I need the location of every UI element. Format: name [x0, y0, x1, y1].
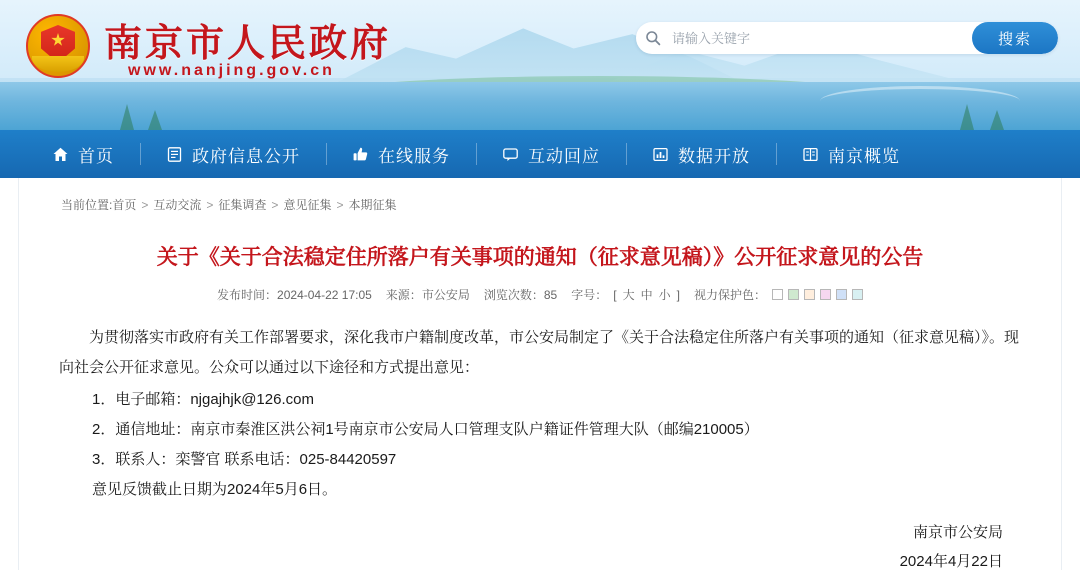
content-area [0, 178, 1080, 570]
header-tree-icon [960, 104, 974, 130]
breadcrumb-item-home[interactable]: 首页 [112, 198, 137, 212]
article-body [59, 323, 1021, 570]
breadcrumb-item-interaction[interactable]: 互动交流 [153, 198, 202, 212]
font-size-label: 字号： [571, 288, 608, 303]
publish-time: 发布时间：2024-04-22 17:05 [217, 288, 372, 303]
color-swatch-list [772, 289, 863, 300]
search-box[interactable] [636, 22, 1058, 54]
article-card [18, 178, 1062, 570]
signature-date: 2024年4月22日 [899, 552, 1003, 570]
font-size-controls [571, 286, 680, 303]
breadcrumb-separator: > [141, 198, 149, 212]
main-navigation [0, 130, 1080, 178]
article-meta [19, 286, 1061, 303]
nav-item-government-info[interactable] [140, 130, 326, 178]
home-icon [52, 146, 69, 163]
vision-protection-controls [694, 286, 863, 303]
article-signature [59, 519, 1021, 570]
chat-icon [502, 146, 519, 163]
nav-item-label: 在线服务 [378, 146, 450, 166]
font-size-medium-button[interactable]: 中 [640, 288, 653, 303]
nav-item-open-data[interactable] [626, 130, 776, 178]
nav-item-interaction[interactable] [476, 130, 626, 178]
document-icon [166, 146, 183, 163]
vision-protection-label: 视力保护色： [693, 288, 766, 303]
article-contact-list [59, 385, 1021, 475]
font-size-large-button[interactable]: 大 [622, 288, 635, 303]
nav-item-overview[interactable] [776, 130, 926, 178]
site-header [0, 0, 1080, 130]
nav-item-home[interactable] [26, 130, 140, 178]
nav-item-label: 首页 [78, 146, 114, 166]
color-swatch-pink[interactable] [820, 289, 831, 300]
nav-item-online-service[interactable] [326, 130, 476, 178]
bracket-open: [ [613, 287, 617, 302]
breadcrumb [19, 178, 1061, 213]
signature-organization: 南京市公安局 [912, 524, 1003, 542]
article-deadline: 意见反馈截止日期为2024年5月6日。 [92, 481, 338, 499]
bracket-close: ] [676, 287, 680, 302]
breadcrumb-separator: > [336, 198, 344, 212]
color-swatch-white[interactable] [772, 289, 783, 300]
breadcrumb-item-current: 本期征集 [348, 198, 397, 212]
color-swatch-blue[interactable] [836, 289, 847, 300]
breadcrumb-item-survey[interactable]: 征集调查 [218, 198, 267, 212]
chart-icon [652, 146, 669, 163]
site-title: 南京市人民政府 [104, 21, 392, 65]
color-swatch-green[interactable] [788, 289, 799, 300]
nav-item-label: 互动回应 [528, 146, 600, 166]
book-icon [802, 146, 819, 163]
nav-item-label: 数据开放 [678, 146, 750, 166]
article-source: 来源：市公安局 [385, 288, 470, 303]
site-url: www.nanjing.gov.cn [128, 62, 335, 79]
nav-item-label: 政府信息公开 [192, 146, 300, 166]
breadcrumb-prefix: 当前位置: [61, 198, 113, 212]
list-item: 1．电子邮箱：njgajhjk@126.com [92, 391, 314, 409]
list-item: 2．通信地址：南京市秦淮区洪公祠1号南京市公安局人口管理支队户籍证件管理大队（邮编210005） [92, 421, 759, 439]
font-size-small-button[interactable]: 小 [658, 288, 671, 303]
breadcrumb-separator: > [206, 198, 214, 212]
search-button[interactable]: 搜索 [972, 22, 1058, 54]
page-title: 关于《关于合法稳定住所落户有关事项的通知（征求意见稿）》公开征求意见的公告 [156, 245, 924, 269]
nav-item-label: 南京概览 [828, 146, 900, 166]
thumb-up-icon [352, 146, 369, 163]
header-tree-icon [990, 110, 1004, 130]
header-tree-icon [148, 110, 162, 130]
breadcrumb-separator: > [271, 198, 279, 212]
breadcrumb-item-opinion[interactable]: 意见征集 [283, 198, 332, 212]
list-item: 3．联系人：栾警官 联系电话：025-84420597 [92, 451, 397, 469]
search-icon [636, 22, 670, 54]
color-swatch-orange[interactable] [804, 289, 815, 300]
header-tree-icon [120, 104, 134, 130]
search-input[interactable] [670, 23, 972, 53]
color-swatch-cyan[interactable] [852, 289, 863, 300]
article-paragraph: 为贯彻落实市政府有关工作部署要求，深化我市户籍制度改革，市公安局制定了《关于合法稳定住所落户有关事项的通知（征求意见稿）》。现向社会公开征求意见。公众可以通过以下途径和方式提出意见： [59, 329, 1020, 377]
national-emblem-icon [24, 12, 92, 80]
view-count: 浏览次数：85 [483, 288, 558, 303]
